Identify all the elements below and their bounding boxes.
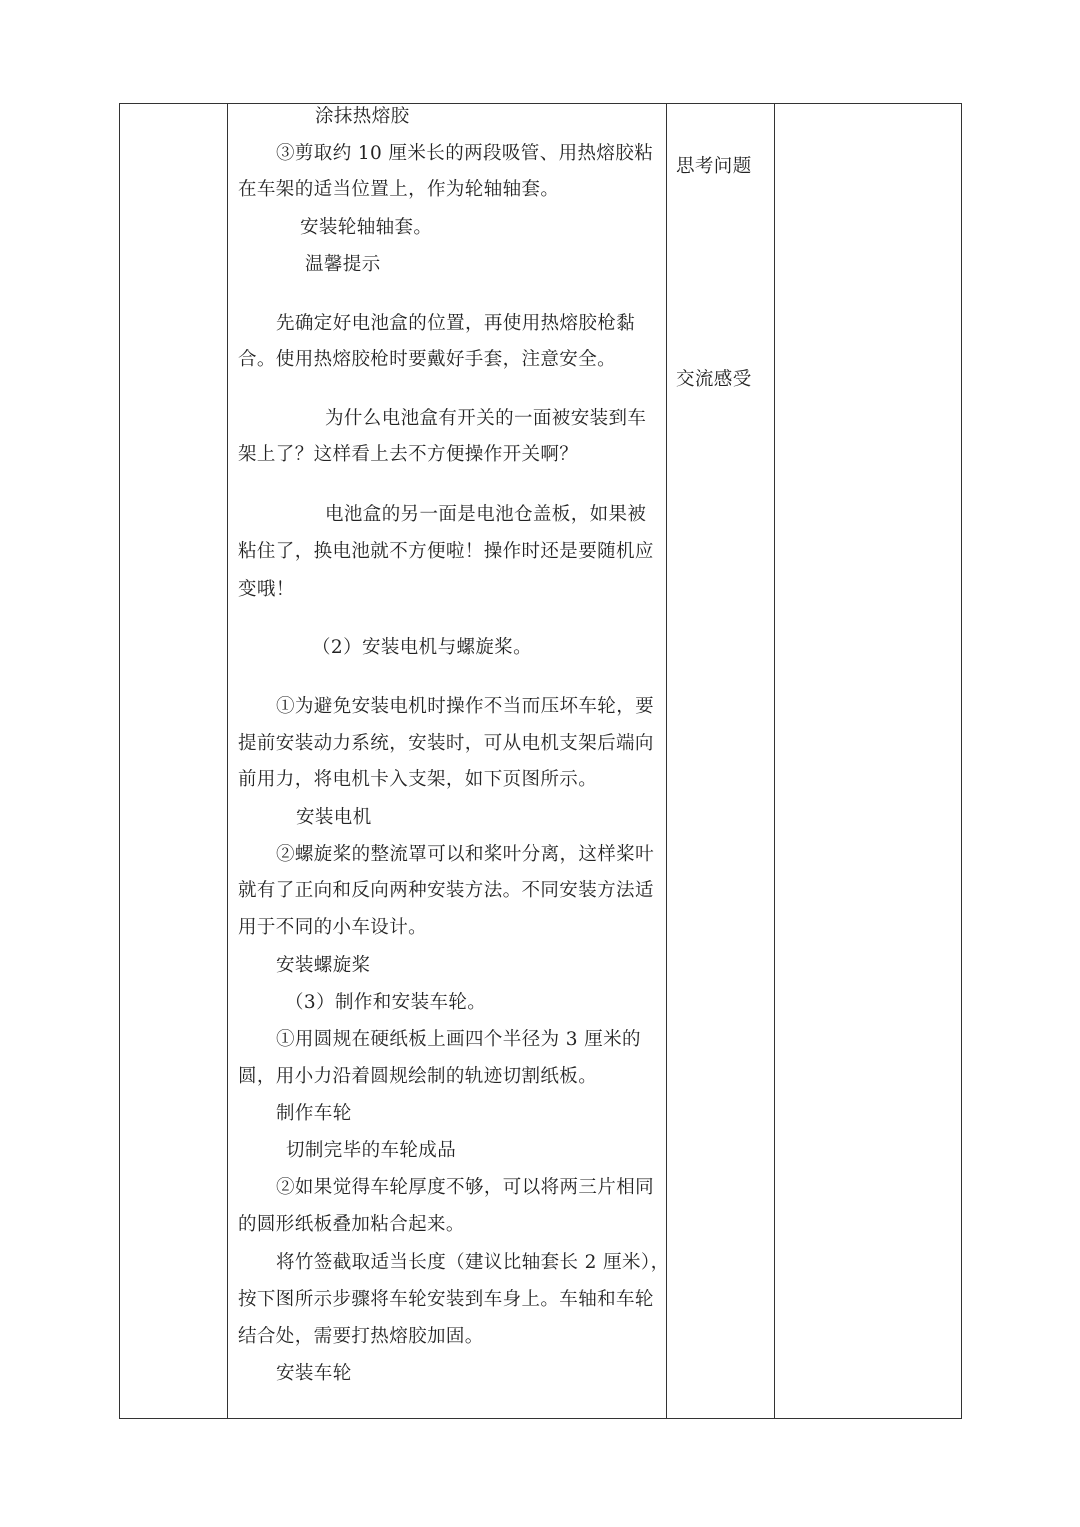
content-line: ①用圆规在硬纸板上画四个半径为 3 厘米的: [276, 1029, 641, 1050]
content-line: 合。使用热熔胶枪时要戴好手套，注意安全。: [238, 349, 617, 370]
content-line: 切制完毕的车轮成品: [286, 1140, 457, 1161]
content-line: 安装轮轴轴套。: [300, 217, 433, 238]
content-line: 粘住了，换电池就不方便啦！操作时还是要随机应: [238, 541, 654, 562]
content-line: ③剪取约 10 厘米长的两段吸管、用热熔胶粘: [276, 143, 654, 164]
content-line: ②如果觉得车轮厚度不够，可以将两三片相同: [276, 1177, 655, 1198]
content-line: 制作车轮: [276, 1103, 352, 1124]
content-line: 架上了？这样看上去不方便操作开关啊？: [238, 444, 579, 465]
content-line: 提前安装动力系统，安装时，可从电机支架后端向: [238, 733, 654, 754]
content-line: 就有了正向和反向两种安装方法。不同安装方法适: [238, 880, 654, 901]
content-line: （2）安装电机与螺旋桨。: [312, 637, 533, 658]
content-line: 为什么电池盒有开关的一面被安装到车: [325, 408, 647, 429]
content-line: 的圆形纸板叠加粘合起来。: [238, 1214, 465, 1235]
column-divider: [666, 104, 667, 1418]
content-line: 安装车轮: [276, 1363, 352, 1384]
content-line: 按下图所示步骤将车轮安装到车身上。车轴和车轮: [238, 1289, 654, 1310]
activity-line: 思考问题: [676, 156, 752, 177]
column-divider: [227, 104, 228, 1418]
content-line: 前用力，将电机卡入支架，如下页图所示。: [238, 769, 598, 790]
content-line: ①为避免安装电机时操作不当而压坏车轮，要: [276, 696, 655, 717]
column-divider: [774, 104, 775, 1418]
content-line: 用于不同的小车设计。: [238, 917, 428, 938]
content-line: 在车架的适当位置上，作为轮轴轴套。: [238, 179, 560, 200]
content-line: 安装电机: [296, 807, 372, 828]
content-line: 先确定好电池盒的位置，再使用热熔胶枪黏: [276, 313, 636, 334]
content-line: 变哦！: [238, 579, 295, 600]
content-line: 结合处，需要打热熔胶加固。: [238, 1326, 484, 1347]
content-line: 电池盒的另一面是电池仓盖板，如果被: [325, 504, 647, 525]
content-line: ②螺旋桨的整流罩可以和桨叶分离，这样桨叶: [276, 844, 655, 865]
content-line: 涂抹热熔胶: [315, 106, 410, 127]
content-line: 将竹签截取适当长度（建议比轴套长 2 厘米），: [276, 1252, 670, 1273]
activity-line: 交流感受: [676, 369, 752, 390]
content-line: 安装螺旋桨: [276, 955, 371, 976]
content-line: 圆，用小力沿着圆规绘制的轨迹切割纸板。: [238, 1066, 598, 1087]
content-line: 温馨提示: [305, 254, 381, 275]
content-line: （3）制作和安装车轮。: [285, 992, 487, 1013]
